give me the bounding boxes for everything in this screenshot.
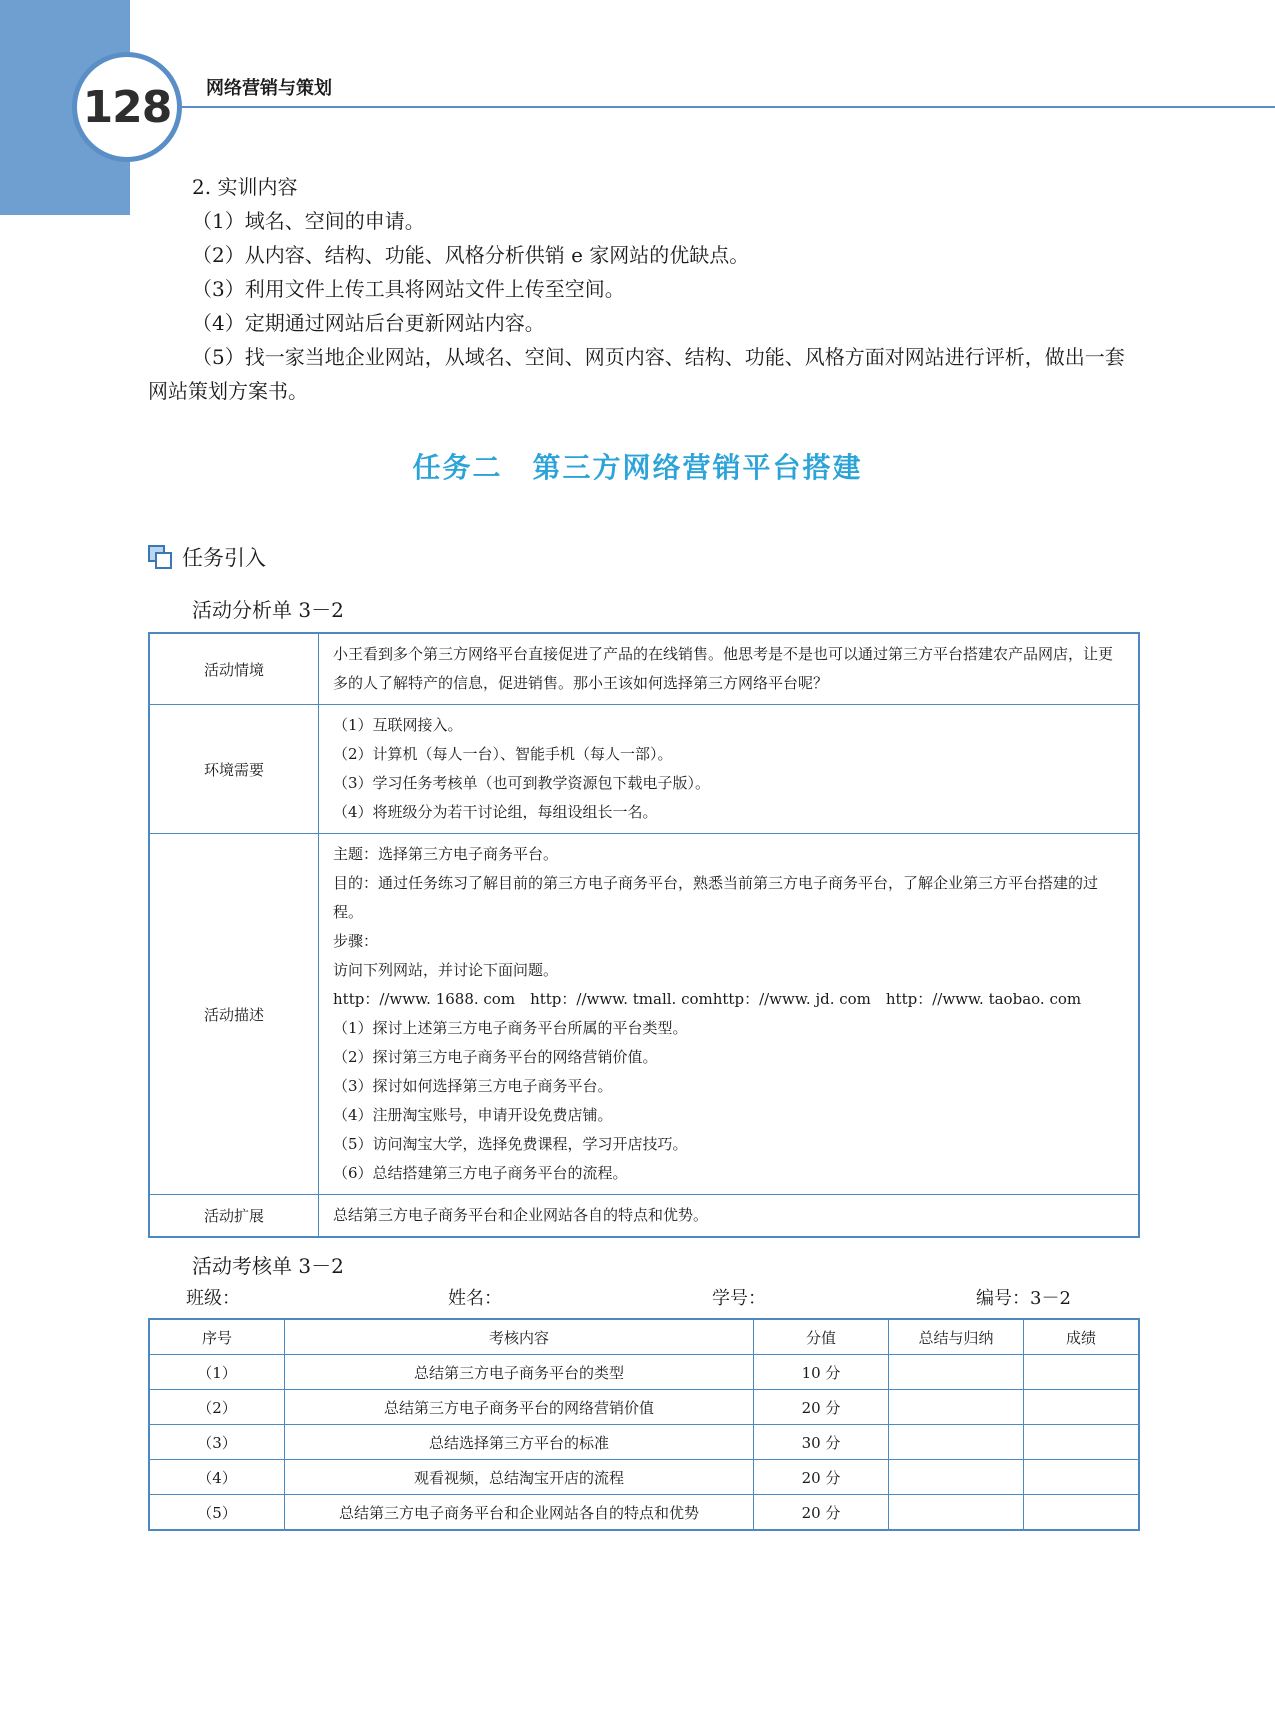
table-cell: 总结第三方电子商务平台的类型 <box>285 1355 754 1390</box>
table-cell <box>1024 1425 1140 1460</box>
training-item: （1）域名、空间的申请。 <box>192 209 425 233</box>
content-line: （1）互联网接入。 <box>333 716 463 734</box>
content-line: 总结第三方电子商务平台和企业网站各自的特点和优势。 <box>333 1206 709 1224</box>
table-cell <box>889 1460 1024 1495</box>
row-content <box>319 1195 1140 1238</box>
row-content <box>319 633 1140 705</box>
name-label: 姓名： <box>448 1288 502 1309</box>
column-header: 成绩 <box>1024 1319 1140 1355</box>
training-item: （4）定期通过网站后台更新网站内容。 <box>192 311 545 335</box>
assessment-table <box>148 1318 1140 1531</box>
content-line: （4）将班级分为若干讨论组，每组设组长一名。 <box>333 803 658 821</box>
table-cell <box>1024 1460 1140 1495</box>
content-line: 步骤： <box>333 932 379 950</box>
student-id-label: 学号： <box>712 1288 766 1309</box>
content-line: （2）计算机（每人一台）、智能手机（每人一部）。 <box>333 745 673 763</box>
table-cell: 20 分 <box>754 1460 889 1495</box>
assessment-caption: 活动考核单 3－2 <box>192 1254 344 1278</box>
content-line: （6）总结搭建第三方电子商务平台的流程。 <box>333 1164 628 1182</box>
analysis-table <box>148 632 1140 1238</box>
table-row <box>149 705 1139 834</box>
table-cell <box>889 1495 1024 1531</box>
table-row <box>149 1390 1139 1425</box>
content-line: （5）访问淘宝大学，选择免费课程，学习开店技巧。 <box>333 1135 688 1153</box>
row-label: 活动扩展 <box>149 1195 319 1238</box>
content-line: （2）探讨第三方电子商务平台的网络营销价值。 <box>333 1048 658 1066</box>
table-cell: 30 分 <box>754 1425 889 1460</box>
table-cell <box>1024 1355 1140 1390</box>
header-deco-square <box>110 178 124 192</box>
table-row <box>149 1495 1139 1531</box>
table-cell: 总结第三方电子商务平台和企业网站各自的特点和优势 <box>285 1495 754 1531</box>
table-row <box>149 1195 1139 1238</box>
content-line: （4）注册淘宝账号，申请开设免费店铺。 <box>333 1106 613 1124</box>
table-row <box>149 1460 1139 1495</box>
table-header-row <box>149 1319 1139 1355</box>
table-cell: 20 分 <box>754 1390 889 1425</box>
table-row <box>149 1425 1139 1460</box>
content-line: （3）学习任务考核单（也可到教学资源包下载电子版）。 <box>333 774 711 792</box>
table-cell: 总结选择第三方平台的标准 <box>285 1425 754 1460</box>
table-cell: 10 分 <box>754 1355 889 1390</box>
column-header: 分值 <box>754 1319 889 1355</box>
row-label: 活动情境 <box>149 633 319 705</box>
table-row <box>149 1355 1139 1390</box>
task-title: 任务二 第三方网络营销平台搭建 <box>412 451 863 484</box>
class-label: 班级： <box>186 1288 240 1309</box>
table-cell <box>1024 1495 1140 1531</box>
training-item: （3）利用文件上传工具将网站文件上传至空间。 <box>192 277 625 301</box>
row-label: 环境需要 <box>149 705 319 834</box>
header-deco-square <box>94 196 104 206</box>
table-cell: 总结第三方电子商务平台的网络营销价值 <box>285 1390 754 1425</box>
training-item: （2）从内容、结构、功能、风格分析供销 e 家网站的优缺点。 <box>192 243 750 267</box>
header-deco-square <box>110 198 118 206</box>
column-header: 序号 <box>149 1319 285 1355</box>
content-line: 主题：选择第三方电子商务平台。 <box>333 845 559 863</box>
row-label: 活动描述 <box>149 834 319 1195</box>
table-cell <box>889 1390 1024 1425</box>
table-cell <box>889 1425 1024 1460</box>
training-heading: 2. 实训内容 <box>192 175 298 199</box>
content-line: 小王看到多个第三方网络平台直接促进了产品的在线销售。他思考是不是也可以通过第三方平台搭建农产品网店，让更多的人了解特产的信息，促进销售。那小王该如何选择第三方网络平台呢？ <box>333 645 1114 692</box>
table-cell: （1） <box>149 1355 285 1390</box>
table-cell: 观看视频，总结淘宝开店的流程 <box>285 1460 754 1495</box>
column-header: 考核内容 <box>285 1319 754 1355</box>
header-rule <box>180 106 1275 108</box>
table-cell: 20 分 <box>754 1495 889 1531</box>
table-cell: （3） <box>149 1425 285 1460</box>
table-row <box>149 633 1139 705</box>
content-line: 访问下列网站，并讨论下面问题。 <box>333 961 559 979</box>
column-header: 总结与归纳 <box>889 1319 1024 1355</box>
section-heading <box>148 542 266 572</box>
content-line: http：//www. 1688. com http：//www. tmall. comhttp：//www. jd. com http：//www. taobao. com <box>333 990 1082 1008</box>
analysis-caption: 活动分析单 3－2 <box>192 598 344 622</box>
table-row <box>149 834 1139 1195</box>
table-cell: （5） <box>149 1495 285 1531</box>
page-number: 128 <box>82 81 172 133</box>
content-line: （1）探讨上述第三方电子商务平台所属的平台类型。 <box>333 1019 688 1037</box>
row-content <box>319 705 1140 834</box>
table-cell <box>1024 1390 1140 1425</box>
code-label: 编号：3－2 <box>976 1288 1071 1309</box>
table-cell <box>889 1355 1024 1390</box>
training-content <box>148 170 1143 408</box>
row-content <box>319 834 1140 1195</box>
book-title: 网络营销与策划 <box>206 78 332 99</box>
page-number-badge <box>72 52 182 162</box>
table-cell: （4） <box>149 1460 285 1495</box>
overlapping-squares-icon <box>148 545 172 569</box>
content-line: （3）探讨如何选择第三方电子商务平台。 <box>333 1077 613 1095</box>
table-cell: （2） <box>149 1390 285 1425</box>
section-label: 任务引入 <box>182 546 266 570</box>
content-line: 目的：通过任务练习了解目前的第三方电子商务平台，熟悉当前第三方电子商务平台，了解企业第三方平台搭建的过程。 <box>333 874 1099 921</box>
training-item: （5）找一家当地企业网站，从域名、空间、网页内容、结构、功能、风格方面对网站进行评析，做出一套网站策划方案书。 <box>148 345 1125 403</box>
